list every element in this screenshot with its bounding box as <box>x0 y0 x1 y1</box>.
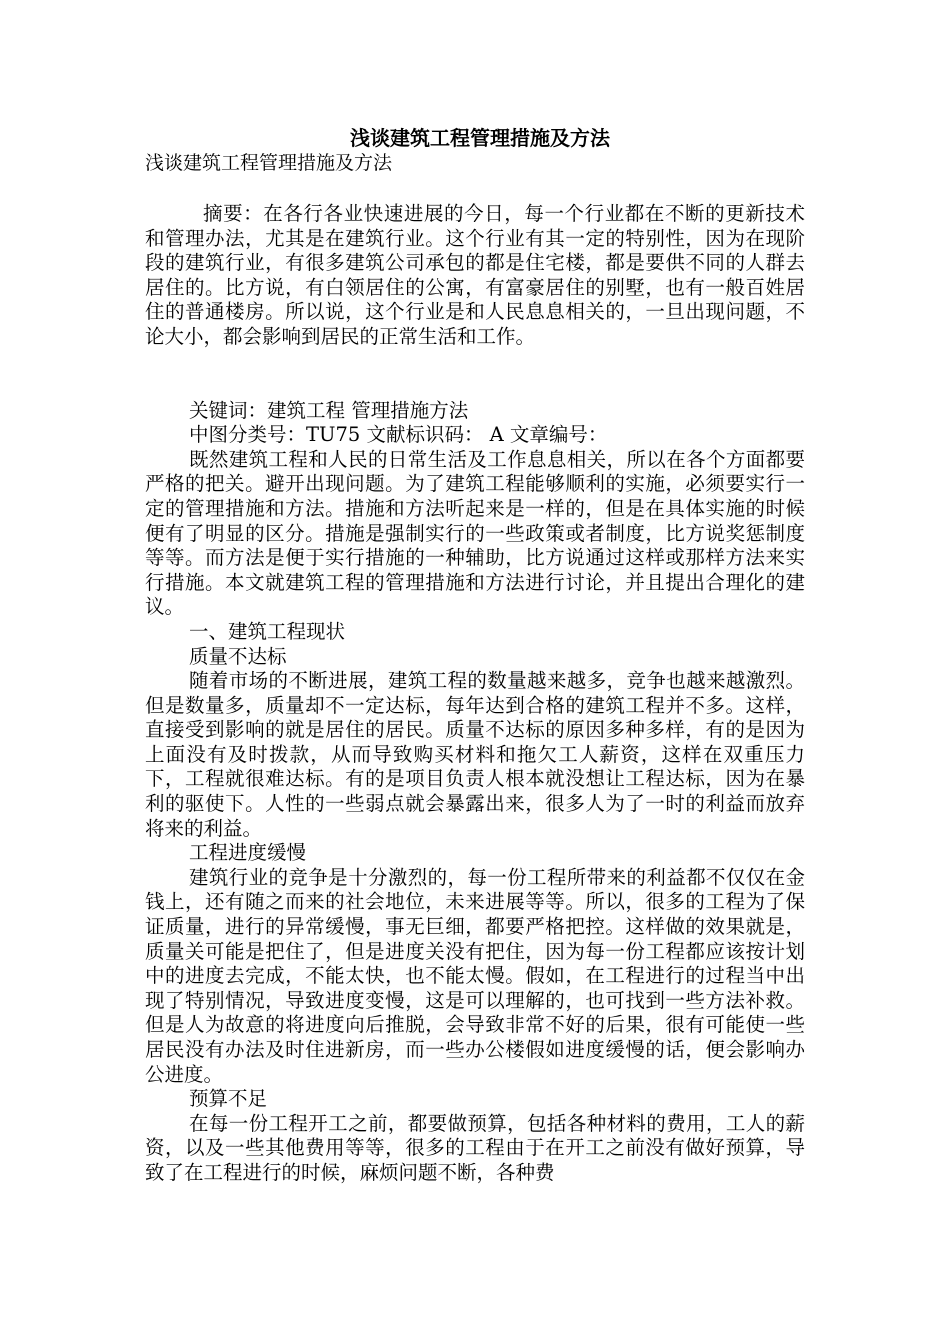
subheading-quality: 质量不达标 <box>189 644 287 668</box>
paragraph-quality: 随着市场的不断进展，建筑工程的数量越来越多，竞争也越来越激烈。但是数量多，质量却不一定达标，每年达到合格的建筑工程并不多。这样，直接受到影响的就是居住的居民。质量不达标的原因多种多样，有的是因为上面没有及时拨款，从而导致购买材料和拖欠工人薪资，这样在双重压力下，工程就很难达标。有的是项目负责人根本就没想让工程达标，因为在暴利的驱使下。人性的一些弱点就会暴露出来，很多人为了一时的利益而放弃将来的利益。 <box>145 669 805 840</box>
subheading-budget: 预算不足 <box>189 1087 268 1111</box>
intro-paragraph: 既然建筑工程和人民的日常生活及工作息息相关，所以在各个方面都要严格的把关。避开出现问题。为了建筑工程能够顺利的实施，必须要实行一定的管理措施和方法。措施和方法听起来是一样的，但是在具体实施的时候便有了明显的区分。措施是强制实行的一些政策或者制度，比方说奖惩制度等等。而方法是便于实行措施的一种辅助，比方说通过这样或那样方法来实行措施。本文就建筑工程的管理措施和方法进行讨论，并且提出合理化的建议。 <box>145 447 805 619</box>
document-title: 浅谈建筑工程管理措施及方法 <box>350 126 610 150</box>
paragraph-progress: 建筑行业的竞争是十分激烈的，每一份工程所带来的利益都不仅仅在金钱上，还有随之而来的社会地位，未来进展等等。所以，很多的工程为了保证质量，进行的异常缓慢，事无巨细，都要严格把控。这样做的效果就是，质量关可能是把住了，但是进度关没有把住，因为每一份工程都应该按计划中的进度去完成，不能太快，也不能太慢。假如，在工程进行的过程当中出现了特别情况，导致进度变慢，这是可以理解的，也可找到一些方法补救。但是人为故意的将进度向后推脱，会导致非常不好的后果，很有可能使一些居民没有办法及时住进新房，而一些办公楼假如进度缓慢的话，便会影响办公进度。 <box>145 865 805 1086</box>
document-subtitle: 浅谈建筑工程管理措施及方法 <box>145 152 393 174</box>
section-spacer <box>145 350 805 399</box>
subheading-progress: 工程进度缓慢 <box>189 841 307 865</box>
paragraph-budget: 在每一份工程开工之前，都要做预算，包括各种材料的费用，工人的薪资，以及一些其他费用等等，很多的工程由于在开工之前没有做好预算，导致了在工程进行的时候，麻烦问题不断，各种费 <box>145 1111 805 1184</box>
keywords-line: 关键词：建筑工程 管理措施方法 <box>189 398 469 422</box>
section-heading-status: 一、建筑工程现状 <box>189 619 346 643</box>
abstract-paragraph: 摘要：在各行各业快速进展的今日，每一个行业都在不断的更新技术和管理办法，尤其是在建筑行业。这个行业有其一定的特别性，因为在现阶段的建筑行业，有很多建筑公司承包的都是住宅楼，都是要供不同的人群去居住的。比方说，有白领居住的公寓，有富豪居住的别墅，也有一般百姓居住的普通楼房。所以说，这个行业是和人民息息相关的，一旦出现问题，不论大小，都会影响到居民的正常生活和工作。 <box>145 202 805 348</box>
document-body <box>145 126 805 1186</box>
classification-line: 中图分类号：TU75 文献标识码： A 文章编号： <box>189 423 608 447</box>
